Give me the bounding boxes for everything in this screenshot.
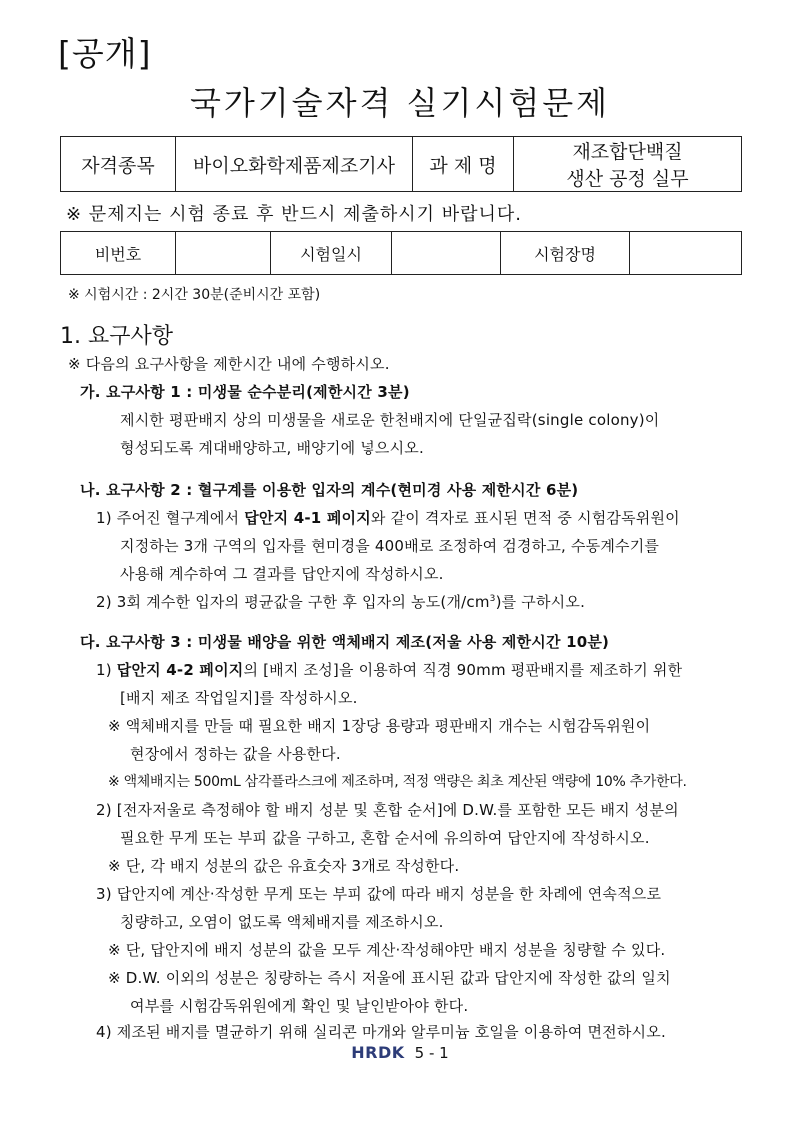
public-badge: [공개] <box>58 34 152 73</box>
requirement-3-text: 필요한 무게 또는 부피 값을 구하고, 혼합 순서에 유의하여 답안지에 작성하시오. <box>120 829 650 847</box>
label-qualification: 자격종목 <box>61 137 176 192</box>
requirement-2-text: 사용해 계수하여 그 결과를 답안지에 작성하시오. <box>120 565 444 583</box>
task-name-line1: 재조합단백질 <box>572 141 683 163</box>
value-task-name <box>514 137 742 192</box>
document-title: 국가기술자격 실기시험문제 <box>189 84 611 122</box>
requirement-3-note: ※ 액체배지는 500mL 삼각플라스크에 제조하며, 적정 액량은 최초 계산된 액량에 10% 추가한다. <box>108 774 687 790</box>
field-exam-date[interactable] <box>392 232 501 275</box>
label-exam-venue: 시험장명 <box>501 232 630 275</box>
field-exam-venue[interactable] <box>630 232 742 275</box>
superscript: 3 <box>489 594 496 604</box>
requirement-3-note: ※ 액체배지를 만들 때 필요한 배지 1장당 용량과 평판배지 개수는 시험감독위원이 <box>108 717 651 735</box>
requirement-3-item-2: 2) [전자저울로 측정해야 할 배지 성분 및 혼합 순서]에 D.W.를 포함한 모든 배지 성분의 <box>96 801 679 819</box>
requirement-3-note: 현장에서 정하는 값을 사용한다. <box>130 745 341 763</box>
submission-notice: ※ 문제지는 시험 종료 후 반드시 제출하시기 바랍니다. <box>66 204 523 225</box>
requirement-1-title: 가. 요구사항 1 : 미생물 순수분리(제한시간 3분) <box>80 383 410 401</box>
answer-sheet-ref: 답안지 4-1 페이지 <box>244 509 371 527</box>
text: 1) 주어진 혈구계에서 <box>96 509 245 527</box>
hrdk-logo: HRDK <box>351 1043 405 1062</box>
candidate-id-table <box>60 231 742 275</box>
exam-time-info: ※ 시험시간 : 2시간 30분(준비시간 포함) <box>68 287 321 303</box>
requirement-2-item-1 <box>96 507 680 528</box>
label-serial-number: 비번호 <box>61 232 176 275</box>
requirement-3-note: ※ D.W. 이외의 성분은 칭량하는 즉시 저울에 표시된 값과 답안지에 작성한 값의 일치 <box>108 969 671 987</box>
field-serial-number[interactable] <box>176 232 271 275</box>
requirement-3-item-3: 3) 답안지에 계산·작성한 무게 또는 부피 값에 따라 배지 성분을 한 차례에 연속적으로 <box>96 885 662 903</box>
value-qualification: 바이오화학제품제조기사 <box>176 137 413 192</box>
exam-info-table <box>60 136 742 192</box>
requirement-3-title: 다. 요구사항 3 : 미생물 배양을 위한 액체배지 제조(저울 사용 제한시간 10분) <box>80 633 610 651</box>
requirement-3-note: ※ 단, 답안지에 배지 성분의 값을 모두 계산·작성해야만 배지 성분을 칭량할 수 있다. <box>108 941 666 959</box>
text: 2) 3회 계수한 입자의 평균값을 구한 후 입자의 농도(개/cm <box>96 593 490 611</box>
text: 1) <box>96 661 117 679</box>
text: 의 [배지 조성]을 이용하여 직경 90mm 평판배지를 제조하기 위한 <box>243 661 683 679</box>
requirement-2-text: 지정하는 3개 구역의 입자를 현미경을 400배로 조정하여 검경하고, 수동계수기를 <box>120 537 660 555</box>
text: 와 같이 격자로 표시된 면적 중 시험감독위원이 <box>370 509 680 527</box>
page-footer <box>0 1043 800 1062</box>
requirement-3-text: [배지 제조 작업일지]를 작성하시오. <box>120 689 358 707</box>
page-number: 5 - 1 <box>414 1044 449 1062</box>
requirement-3-note: ※ 단, 각 배지 성분의 값은 유효숫자 3개로 작성한다. <box>108 857 460 875</box>
label-exam-date: 시험일시 <box>271 232 392 275</box>
label-task-name: 과 제 명 <box>413 137 514 192</box>
task-name-line2: 생산 공정 실무 <box>566 168 689 190</box>
requirement-1-text: 형성되도록 계대배양하고, 배양기에 넣으시오. <box>120 439 424 457</box>
requirement-3-text: 칭량하고, 오염이 없도록 액체배지를 제조하시오. <box>120 913 444 931</box>
requirement-3-item-1 <box>96 659 682 680</box>
requirement-3-note: 여부를 시험감독위원에게 확인 및 날인받아야 한다. <box>130 997 469 1015</box>
requirement-2-item-2 <box>96 591 585 612</box>
requirement-3-item-4: 4) 제조된 배지를 멸균하기 위해 실리콘 마개와 알루미늄 호일을 이용하여 면전하시오. <box>96 1023 666 1041</box>
answer-sheet-ref: 답안지 4-2 페이지 <box>116 661 244 679</box>
section-heading: 1. 요구사항 <box>60 324 173 349</box>
requirement-2-title: 나. 요구사항 2 : 혈구계를 이용한 입자의 계수(현미경 사용 제한시간 6분) <box>80 481 579 499</box>
text: )를 구하시오. <box>495 593 586 611</box>
section-intro: ※ 다음의 요구사항을 제한시간 내에 수행하시오. <box>68 355 390 373</box>
requirement-1-text: 제시한 평판배지 상의 미생물을 새로운 한천배지에 단일균집락(single colony)이 <box>120 411 660 429</box>
